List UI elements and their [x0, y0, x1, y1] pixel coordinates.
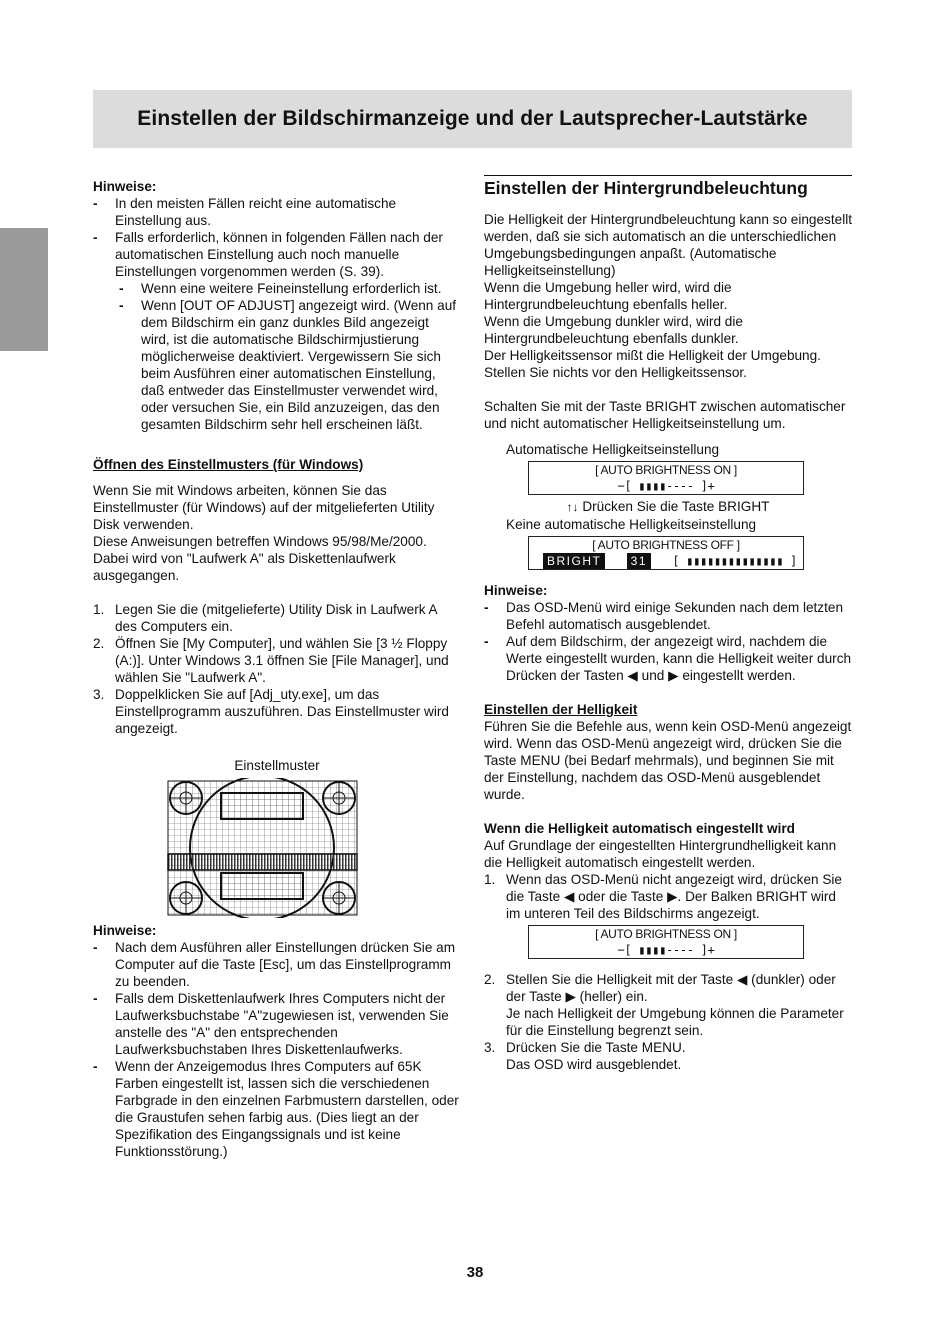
osd-brightness-bar: −[ ▮▮▮▮---- ]+ [617, 943, 715, 957]
step-text: Das OSD wird ausgeblendet. [506, 1057, 682, 1072]
paragraph: Schalten Sie mit der Taste BRIGHT zwischen automatischer und nicht automatischer Helligkeitseinstellung um. [484, 399, 846, 431]
step-number: 3. [484, 1040, 496, 1055]
list-item: - Falls dem Diskettenlaufwerk Ihres Computers nicht der Laufwerksbuchstabe "A"zugewiesen ist, verwenden Sie anstelle des "A" den entsprechenden Laufwerksbuchstaben Ihres Diskettenlaufwerks. [93, 990, 461, 1058]
osd-bright-level-bar: [ ▮▮▮▮▮▮▮▮▮▮▮▮▮▮ ] [672, 554, 797, 568]
step-text: Doppelklicken Sie auf [Adj_uty.exe], um das Einstellprogramm auszuführen. Das Einstellmuster wird angezeigt. [115, 687, 449, 736]
press-bright-text: Drücken Sie die Taste BRIGHT [582, 499, 770, 514]
side-tab-marker [0, 228, 48, 351]
page-title: Einstellen der Bildschirmanzeige und der Lautsprecher-Lautstärke [137, 107, 808, 130]
pattern-caption: Einstellmuster [234, 758, 320, 773]
steps-list [484, 971, 852, 1073]
step-text: Legen Sie die (mitgelieferte) Utility Disk in Laufwerk A des Computers ein. [115, 602, 437, 634]
osd-bright-row [529, 553, 803, 569]
osd-bright-label: BRIGHT [543, 553, 605, 569]
step-number: 3. [93, 687, 105, 702]
notes-list [93, 195, 461, 433]
paragraph: Die Helligkeit der Hintergrundbeleuchtung kann so eingestellt werden, daß sie sich automatisch an die unterschiedlichen Umgebungsbedingungen anpaßt. (Automatische Helligkeitseinstellung) [484, 212, 853, 278]
step-number: 1. [93, 602, 105, 617]
list-item: - Wenn der Anzeigemodus Ihres Computers auf 65K Farben eingestellt ist, lassen sich die verschiedenen Farbgrade in den einzelnen Farbmustern darstellen, oder die Graustufen sehen farbig aus. (Dies liegt an der Spezifikation des Eingangssignals und ist keine Funktionsstörung.) [93, 1058, 461, 1160]
list-item: - In den meisten Fällen reicht eine automatische Einstellung aus. [93, 195, 461, 229]
page-number: 38 [466, 1264, 484, 1281]
section-heading-backlight: Einstellen der Hintergrundbeleuchtung [484, 175, 852, 197]
paragraph: Führen Sie die Befehle aus, wenn kein OSD-Menü angezeigt wird. Wenn das OSD-Menü angezeigt wird, drücken Sie die Taste MENU (bei Bedarf mehrmals), und beginnen Sie mit der Einstellung, nachdem das OSD-Menü ausgeblendet wurde. [484, 719, 852, 802]
left-column [93, 178, 461, 1160]
paragraph: Der Helligkeitssensor mißt die Helligkeit der Umgebung. Stellen Sie nichts vor den Helligkeitssensor. [484, 348, 821, 380]
press-bright-caption [484, 498, 852, 516]
osd-auto-on-box [528, 461, 804, 495]
section-heading-brightness: Einstellen der Helligkeit [484, 702, 638, 717]
right-column [484, 175, 852, 1073]
paragraph: Wenn die Umgebung dunkler wird, wird die Hintergrundbeleuchtung ebenfalls dunkler. [484, 314, 743, 346]
manual-brightness-caption: Keine automatische Helligkeitseinstellung [506, 517, 757, 532]
step-text: Wenn das OSD-Menü nicht angezeigt wird, drücken Sie die Taste ◀ oder die Taste ▶. Der Balken BRIGHT wird im unteren Teil des Bildschirms angezeigt. [506, 872, 842, 921]
step-text: Öffnen Sie [My Computer], und wählen Sie [3 ½ Floppy (A:)]. Unter Windows 3.1 öffnen Sie [File Manager], und wählen Sie "Laufwerk A". [115, 636, 449, 685]
step-number: 2. [93, 636, 105, 651]
step-text: Stellen Sie die Helligkeit mit der Taste ◀ (dunkler) oder der Taste ▶ (heller) ein. [506, 972, 836, 1004]
paragraph: Wenn Sie mit Windows arbeiten, können Sie das Einstellmuster (für Windows) auf der mitgelieferten Utility Disk verwenden. [93, 483, 435, 532]
paragraph: Auf Grundlage der eingestellten Hintergrundhelligkeit kann die Helligkeit automatisch eingestellt werden. [484, 838, 837, 870]
list-item: - Auf dem Bildschirm, der angezeigt wird, nachdem die Werte eingestellt wurden, kann die Helligkeit weiter durch Drücken der Tasten ◀ und ▶ eingestellt werden. [484, 633, 852, 684]
steps-list [93, 601, 461, 737]
osd-auto-on-label: [ AUTO BRIGHTNESS ON ] [595, 463, 737, 477]
adjustment-pattern [93, 778, 461, 922]
list-item [484, 1039, 852, 1073]
notes-list [484, 599, 852, 684]
list-item [93, 686, 461, 737]
list-item [93, 229, 461, 433]
list-item: - Nach dem Ausführen aller Einstellungen drücken Sie am Computer auf die Taste [Esc], um das Einstellprogramm zu beenden. [93, 939, 461, 990]
step-text: Je nach Helligkeit der Umgebung können die Parameter für die Einstellung begrenzt sein. [506, 1006, 844, 1038]
title-bar [93, 90, 852, 148]
osd-auto-off-label: [ AUTO BRIGHTNESS OFF ] [592, 538, 740, 552]
osd-auto-on-box [528, 925, 804, 959]
section-heading-open-pattern: Öffnen des Einstellmusters (für Windows) [93, 457, 364, 472]
osd-bright-value: 31 [627, 553, 651, 569]
list-item-text: Falls erforderlich, können in folgenden Fällen nach der automatischen Einstellung auch noch manuelle Einstellungen vorgenommen werden (S. 39). [115, 230, 443, 279]
step-text: Drücken Sie die Taste MENU. [506, 1040, 686, 1055]
step-number: 2. [484, 972, 496, 987]
list-item [484, 971, 852, 1039]
list-item: - Wenn [OUT OF ADJUST] angezeigt wird. (Wenn auf dem Bildschirm ein ganz dunkles Bild angezeigt wird, ist die automatische Bildschirmjustierung möglicherweise deaktiviert. Vergewissern Sie sich beim Ausführen einer automatischen Einstellung, daß entweder das Einstellmuster verwendet wird, oder versuchen Sie, ein Bild anzuzeigen, das den gesamten Bildschirm sehr hell erscheinen läßt. [119, 297, 461, 433]
steps-list [484, 871, 852, 922]
up-down-arrow-icon: ↑↓ [566, 500, 579, 514]
osd-auto-on-label: [ AUTO BRIGHTNESS ON ] [595, 927, 737, 941]
list-item [93, 601, 461, 635]
list-item [93, 635, 461, 686]
notes-heading: Hinweise: [484, 583, 548, 598]
paragraph: Diese Anweisungen betreffen Windows 95/98/Me/2000. Dabei wird von "Laufwerk A" als Diskettenlaufwerk ausgegangen. [93, 534, 427, 583]
notes-heading: Hinweise: [93, 923, 157, 938]
sub-notes-list [119, 280, 461, 433]
step-number: 1. [484, 872, 496, 887]
notes-list [93, 939, 461, 1160]
list-item: - Wenn eine weitere Feineinstellung erforderlich ist. [119, 280, 461, 297]
paragraph: Wenn die Umgebung heller wird, wird die Hintergrundbeleuchtung ebenfalls heller. [484, 280, 732, 312]
notes-heading: Hinweise: [93, 179, 157, 194]
list-item: - Das OSD-Menü wird einige Sekunden nach dem letzten Befehl automatisch ausgeblendet. [484, 599, 852, 633]
auto-brightness-caption: Automatische Helligkeitseinstellung [506, 442, 720, 457]
list-item [484, 871, 852, 922]
subsection-heading-auto: Wenn die Helligkeit automatisch eingestellt wird [484, 821, 795, 836]
adjustment-pattern-image [93, 778, 461, 918]
osd-auto-off-box [528, 536, 804, 570]
osd-brightness-bar: −[ ▮▮▮▮---- ]+ [617, 479, 715, 493]
